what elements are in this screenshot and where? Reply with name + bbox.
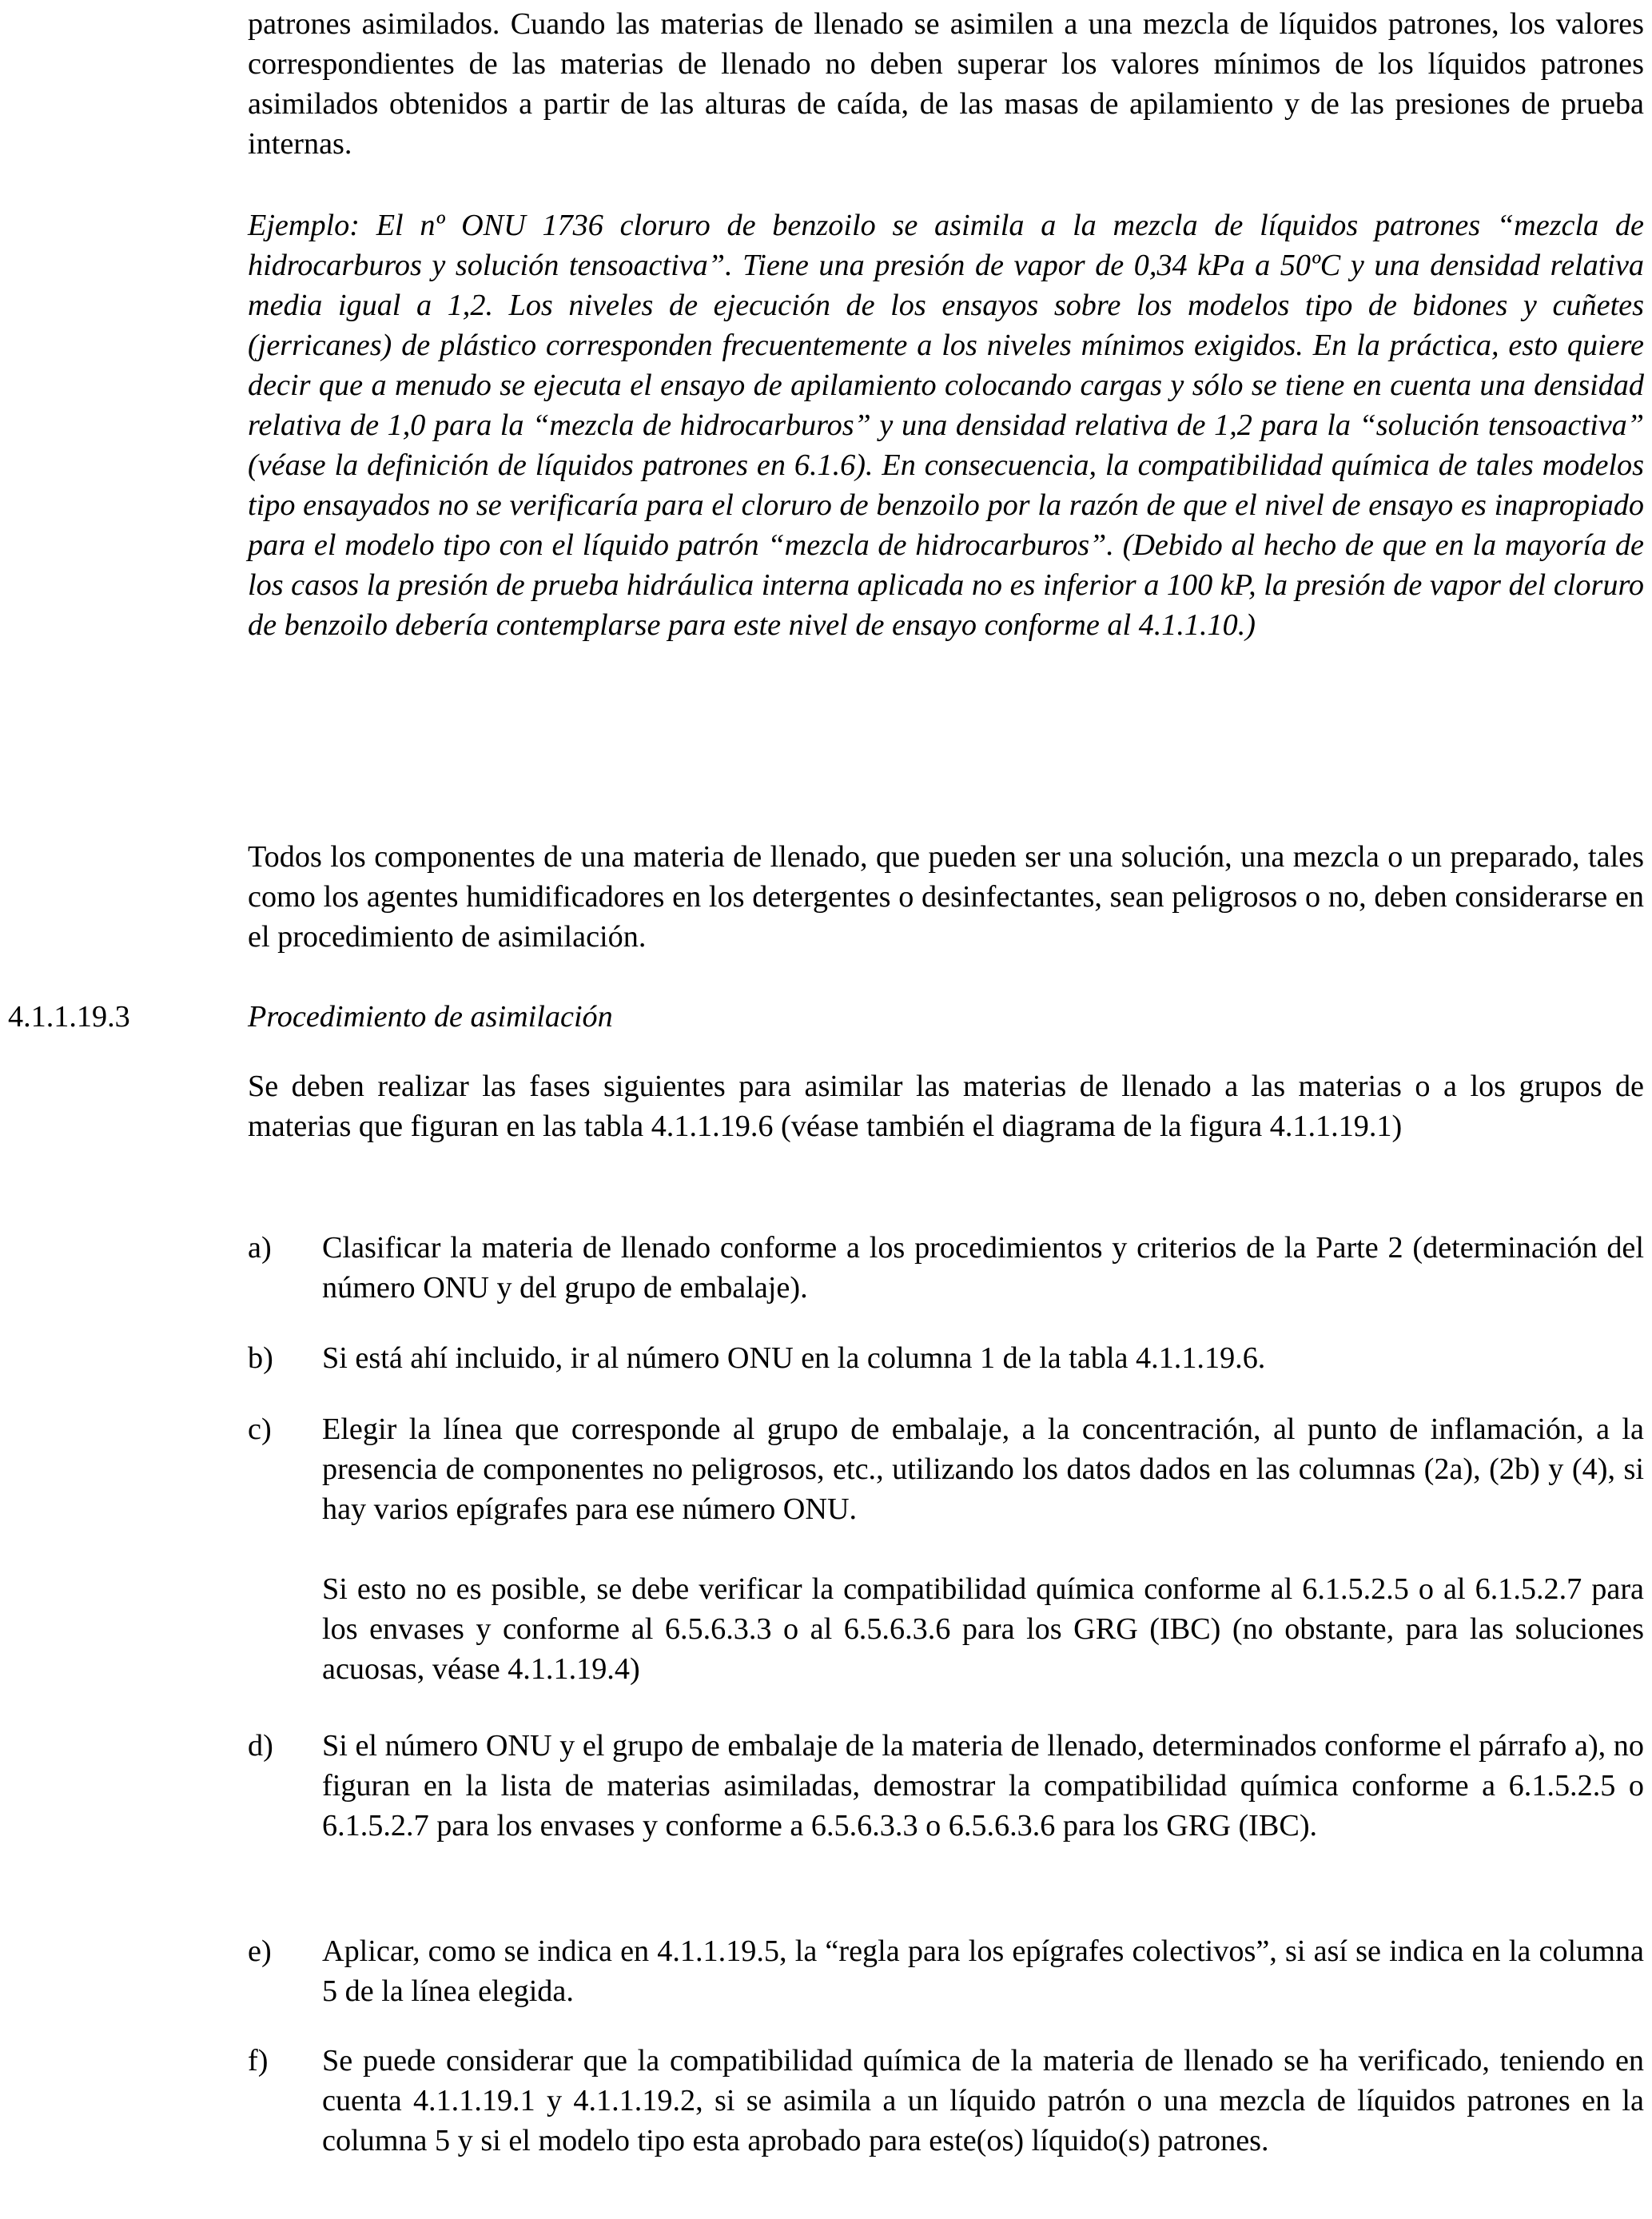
list-item-text: Elegir la línea que corresponde al grupo de embalaje, a la concentración, al punto de inflamación, a la presencia de componentes no peligrosos, etc., utilizando los datos dados en las columnas (2a), (2b) y (4), si hay varios epígrafes para ese número ONU. [322,1412,1644,1526]
list-item-text: Aplicar, como se indica en 4.1.1.19.5, la “regla para los epígrafes colectivos”, si así se indica en la columna 5 de la línea elegida. [322,1934,1644,2008]
list-item-letter: c) [248,1412,272,1446]
list-item-text: Si el número ONU y el grupo de embalaje de la materia de llenado, determinados conforme el párrafo a), no figuran en la lista de materias asimiladas, demostrar la compatibilidad química conforme a 6.1.5.2.5 o 6.1.5.2.7 para los envases y conforme a 6.5.6.3.3 o 6.5.6.3.6 para los GRG (IBC). [322,1729,1644,1843]
components-paragraph: Todos los componentes de una materia de llenado, que pueden ser una solución, una mezcla o un preparado, tales como los agentes humidificadores en los detergentes o desinfectantes, sean peligrosos o no, deben considerarse en el procedimiento de asimilación. [248,840,1644,954]
list-item-letter: d) [248,1729,273,1763]
example-paragraph: Ejemplo: El nº ONU 1736 cloruro de benzoilo se asimila a la mezcla de líquidos patrones “mezcla de hidrocarburos y solución tensoactiva”. Tiene una presión de vapor de 0,34 kPa a 50ºC y una densidad relativa media igual a 1,2. Los niveles de ejecución de los ensayos sobre los modelos tipo de bidones y cuñetes (jerricanes) de plástico corresponden frecuentemente a los niveles mínimos exigidos. En la práctica, esto quiere decir que a menudo se ejecuta el ensayo de apilamiento colocando cargas y sólo se tiene en cuenta una densidad relativa de 1,0 para la “mezcla de hidrocarburos” y una densidad relativa de 1,2 para la “solución tensoactiva” (véase la definición de líquidos patrones en 6.1.6). En consecuencia, la compatibilidad química de tales modelos tipo ensayados no se verificaría para el cloruro de benzoilo por la razón de que el nivel de ensayo es inapropiado para el modelo tipo con el líquido patrón “mezcla de hidrocarburos”. (Debido al hecho de que en la mayoría de los casos la presión de prueba hidráulica interna aplicada no es inferior a 100 kP, la presión de vapor del cloruro de benzoilo debería contemplarse para este nivel de ensayo conforme al 4.1.1.10.) [248,209,1644,642]
list-item-text: Se puede considerar que la compatibilidad química de la materia de llenado se ha verificado, teniendo en cuenta 4.1.1.19.1 y 4.1.1.19.2, si se asimila a un líquido patrón o una mezcla de líquidos patrones en la columna 5 y si el modelo tipo esta aprobado para este(os) líquido(s) patrones. [322,2044,1644,2157]
section-intro-paragraph: Se deben realizar las fases siguientes para asimilar las materias de llenado a las materias o a los grupos de materias que figuran en las tabla 4.1.1.19.6 (véase también el diagrama de la figura 4.1.1.19.1) [248,1070,1644,1143]
list-item-letter: f) [248,2044,269,2078]
list-item-text: Clasificar la materia de llenado conforme a los procedimientos y criterios de la Parte 2 (determinación del número ONU y del grupo de embalaje). [322,1231,1644,1305]
list-item-letter: e) [248,1934,272,1968]
list-item-text: Si está ahí incluido, ir al número ONU en la columna 1 de la tabla 4.1.1.19.6. [322,1341,1266,1375]
intro-paragraph: patrones asimilados. Cuando las materias de llenado se asimilen a una mezcla de líquidos patrones, los valores correspondientes de las materias de llenado no deben superar los valores mínimos de los líquidos patrones asimilados obtenidos a partir de las alturas de caída, de las masas de apilamiento y de las presiones de prueba internas. [248,7,1644,161]
list-item-letter: b) [248,1341,273,1375]
list-item-note: Si esto no es posible, se debe verificar la compatibilidad química conforme al 6.1.5.2.5 o al 6.1.5.2.7 para los envases y conforme al 6.5.6.3.3 o al 6.5.6.3.6 para los GRG (IBC) (no obstante, para las soluciones acuosas, véase 4.1.1.19.4) [322,1572,1644,1686]
section-number: 4.1.1.19.3 [8,1000,130,1034]
list-item-letter: a) [248,1231,272,1265]
section-title: Procedimiento de asimilación [248,1000,613,1034]
